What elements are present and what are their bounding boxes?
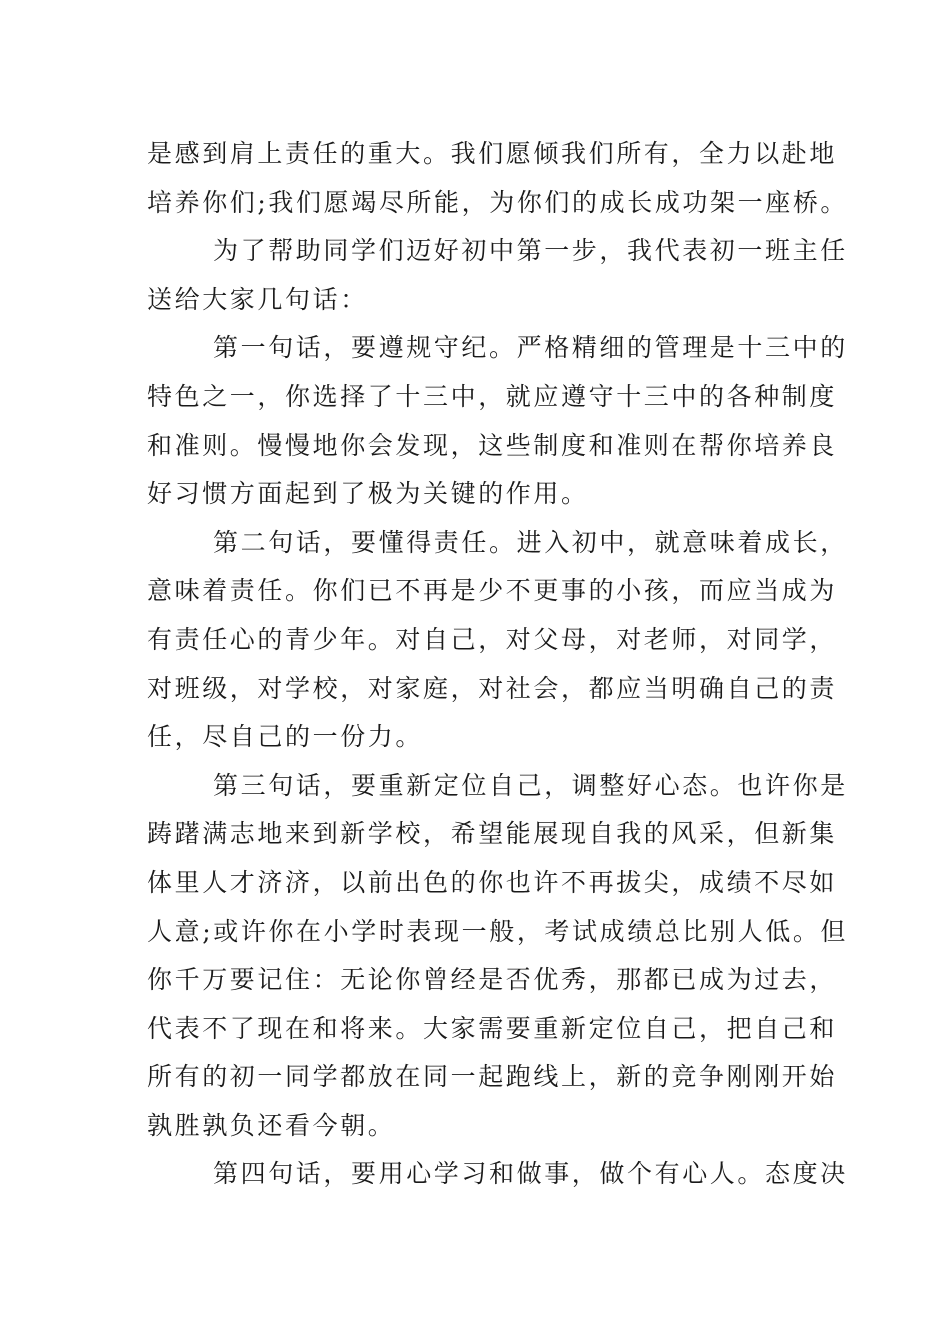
text-line: 培养你们;我们愿竭尽所能，为你们的成长成功架一座桥。 bbox=[147, 187, 849, 217]
text-line: 送给大家几句话： bbox=[147, 284, 368, 314]
document-body bbox=[147, 130, 849, 1199]
text-line: 体里人才济济，以前出色的你也许不再拔尖，成绩不尽如 bbox=[147, 867, 838, 897]
paragraph-5 bbox=[147, 762, 849, 1151]
text-line: 你千万要记住：无论你曾经是否优秀，那都已成为过去， bbox=[147, 965, 838, 995]
text-line: 踌躇满志地来到新学校，希望能展现自我的风采，但新集 bbox=[147, 819, 838, 849]
paragraph-2 bbox=[147, 227, 848, 324]
text-line: 和准则。慢慢地你会发现，这些制度和准则在帮你培养良 bbox=[147, 430, 838, 460]
text-line: 所有的初一同学都放在同一起跑线上，新的竞争刚刚开始 bbox=[147, 1062, 838, 1092]
paragraph-1 bbox=[147, 130, 849, 227]
paragraph-3 bbox=[147, 324, 848, 518]
text-line: 是感到肩上责任的重大。我们愿倾我们所有，全力以赴地 bbox=[147, 139, 838, 168]
text-line: 有责任心的青少年。对自己，对父母，对老师，对同学， bbox=[147, 624, 838, 654]
text-line: 为了帮助同学们迈好初中第一步，我代表初一班主任 bbox=[213, 236, 848, 266]
text-line: 任，尽自己的一份力。 bbox=[147, 722, 424, 752]
text-line: 对班级，对学校，对家庭，对社会，都应当明确自己的责 bbox=[147, 673, 838, 703]
text-line: 特色之一，你选择了十三中，就应遵守十三中的各种制度 bbox=[147, 381, 838, 411]
text-line: 第三句话，要重新定位自己，调整好心态。也许你是 bbox=[213, 770, 848, 800]
paragraph-4 bbox=[147, 519, 848, 762]
paragraph-6 bbox=[147, 1150, 848, 1199]
text-line: 意味着责任。你们已不再是少不更事的小孩，而应当成为 bbox=[147, 576, 838, 606]
text-line: 好习惯方面起到了极为关键的作用。 bbox=[147, 479, 589, 509]
text-line: 第一句话，要遵规守纪。严格精细的管理是十三中的 bbox=[213, 333, 848, 363]
text-line: 人意;或许你在小学时表现一般，考试成绩总比别人低。但 bbox=[147, 916, 849, 946]
text-line: 代表不了现在和将来。大家需要重新定位自己，把自己和 bbox=[147, 1013, 838, 1043]
text-line: 第二句话，要懂得责任。进入初中，就意味着成长， bbox=[213, 527, 848, 557]
text-line: 孰胜孰负还看今朝。 bbox=[147, 1110, 396, 1140]
text-line: 第四句话，要用心学习和做事，做个有心人。态度决 bbox=[213, 1159, 848, 1189]
